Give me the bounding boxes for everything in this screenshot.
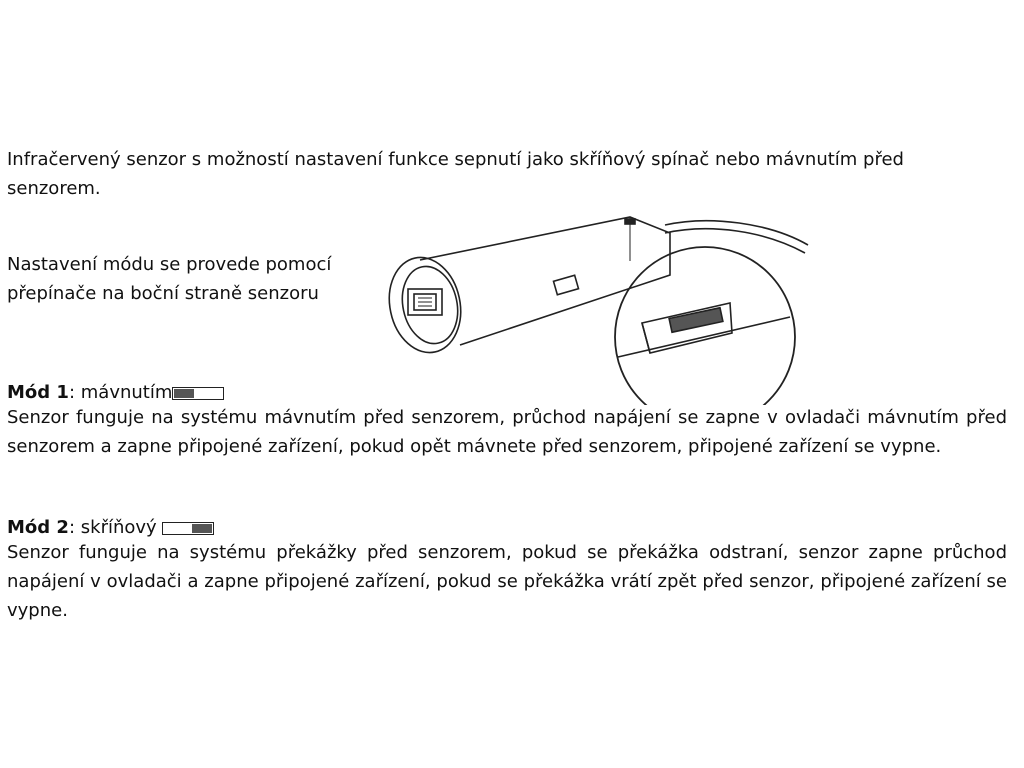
mode-2-separator: : — [68, 517, 81, 538]
mode-1-label: Mód 1 — [7, 382, 69, 403]
mode-1-separator: : — [68, 382, 81, 403]
mode-2-description: Senzor funguje na systému překážky před senzorem, pokud se překážka odstraní, senzor zapne průchod napájení v ovladači a zapne připojené zařízení, pokud se překážka vrátí zpět před senzor, připojené zařízení se vypne. — [7, 542, 1007, 621]
intro-paragraph — [7, 145, 1007, 203]
mode-note-line-2: přepínače na boční straně senzoru — [7, 283, 319, 304]
switch-right-icon — [162, 522, 214, 535]
intro-line-1: Infračervený senzor s možností nastavení funkce sepnutí jako skříňový spínač nebo mávnutím před — [7, 149, 904, 170]
mode-1-name: mávnutím — [80, 382, 173, 403]
switch-left-icon — [172, 387, 224, 400]
sensor-illustration — [380, 205, 810, 405]
intro-line-2: senzorem. — [7, 178, 101, 199]
mode-2-name: skříňový — [80, 517, 157, 538]
mode-2-label: Mód 2 — [7, 517, 69, 538]
mode-1-description: Senzor funguje na systému mávnutím před senzorem, průchod napájení se zapne v ovladači mávnutím před senzorem a zapne připojené zařízení, pokud opět mávnete před senzorem, připojené zařízení se vypne. — [7, 407, 1007, 457]
mode-setting-note — [7, 250, 367, 308]
mode-note-line-1: Nastavení módu se provede pomocí — [7, 254, 332, 275]
